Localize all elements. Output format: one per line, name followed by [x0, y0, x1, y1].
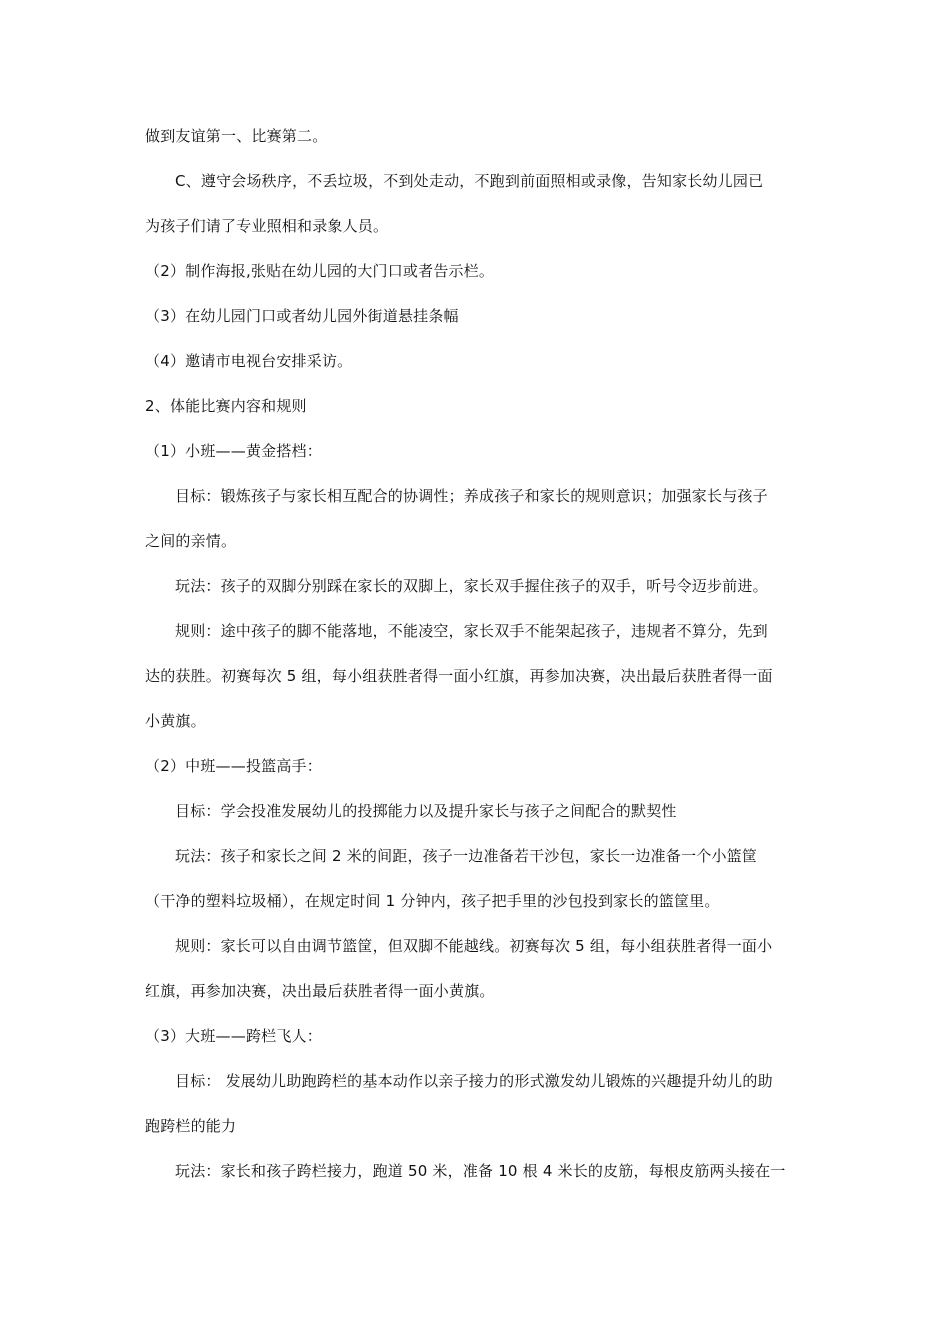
section-heading: 2、体能比赛内容和规则 [145, 397, 307, 415]
text-line: 玩法：孩子和家长之间 2 米的间距，孩子一边准备若干沙包，家长一边准备一个小篮筐 [175, 847, 758, 865]
text-line: 规则：家长可以自由调节篮筐，但双脚不能越线。初赛每次 5 组，每小组获胜者得一面小 [175, 937, 773, 955]
text-line: 为孩子们请了专业照相和录象人员。 [145, 217, 389, 235]
text-line: 红旗，再参加决赛，决出最后获胜者得一面小黄旗。 [145, 982, 495, 1000]
text-line: 玩法：家长和孩子跨栏接力，跑道 50 米，准备 10 根 4 米长的皮筋，每根皮筋两头接在一 [175, 1162, 786, 1180]
text-line: 达的获胜。初赛每次 5 组，每小组获胜者得一面小红旗，再参加决赛，决出最后获胜者得一面 [145, 667, 773, 685]
text-line: （4）邀请市电视台安排采访。 [145, 352, 353, 370]
text-line: 跑跨栏的能力 [145, 1117, 237, 1135]
text-line: C、遵守会场秩序，不丢垃圾，不到处走动，不跑到前面照相或录像，告知家长幼儿园已 [175, 172, 764, 190]
text-line: 目标： 发展幼儿助跑跨栏的基本动作以亲子接力的形式激发幼儿锻炼的兴趣提升幼儿的助 [175, 1072, 773, 1090]
text-line: （干净的塑料垃圾桶），在规定时间 1 分钟内，孩子把手里的沙包投到家长的篮筐里。 [145, 892, 720, 910]
text-line: 之间的亲情。 [145, 532, 237, 550]
subsection-heading: （2）中班——投篮高手： [145, 757, 322, 775]
text-line: 目标：锻炼孩子与家长相互配合的协调性；养成孩子和家长的规则意识；加强家长与孩子 [175, 487, 768, 505]
text-line: 目标：学会投准发展幼儿的投掷能力以及提升家长与孩子之间配合的默契性 [175, 802, 677, 820]
text-line: 做到友谊第一、比赛第二。 [145, 127, 328, 145]
subsection-heading: （1）小班——黄金搭档： [145, 442, 322, 460]
text-line: 玩法：孩子的双脚分别踩在家长的双脚上，家长双手握住孩子的双手，听号令迈步前进。 [175, 577, 768, 595]
text-line: （3）在幼儿园门口或者幼儿园外街道悬挂条幅 [145, 307, 459, 325]
text-line: 小黄旗。 [145, 712, 206, 730]
subsection-heading: （3）大班——跨栏飞人： [145, 1027, 322, 1045]
text-line: 规则：途中孩子的脚不能落地，不能凌空，家长双手不能架起孩子，违规者不算分，先到 [175, 622, 768, 640]
text-line: （2）制作海报,张贴在幼儿园的大门口或者告示栏。 [145, 262, 495, 280]
